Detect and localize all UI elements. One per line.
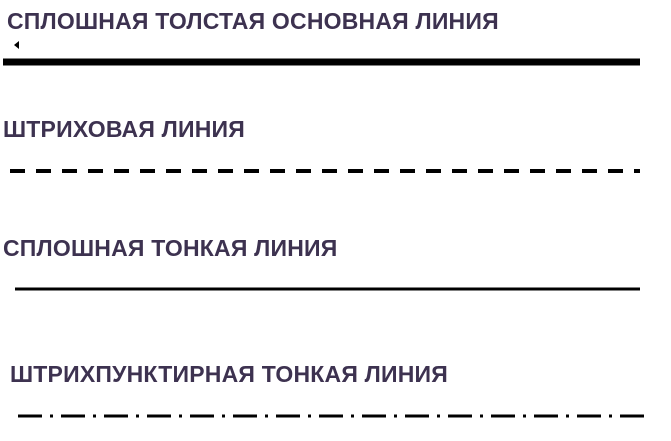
line-label-dashed: ШТРИХОВАЯ ЛИНИЯ	[3, 116, 246, 142]
arrowhead-mark	[14, 41, 19, 49]
line-label-solid-thick-main: СПЛОШНАЯ ТОЛСТАЯ ОСНОВНАЯ ЛИНИЯ	[7, 8, 499, 34]
line-label-dash-dot-thin: ШТРИХПУНКТИРНАЯ ТОНКАЯ ЛИНИЯ	[10, 361, 448, 387]
line-label-solid-thin: СПЛОШНАЯ ТОНКАЯ ЛИНИЯ	[3, 235, 338, 261]
